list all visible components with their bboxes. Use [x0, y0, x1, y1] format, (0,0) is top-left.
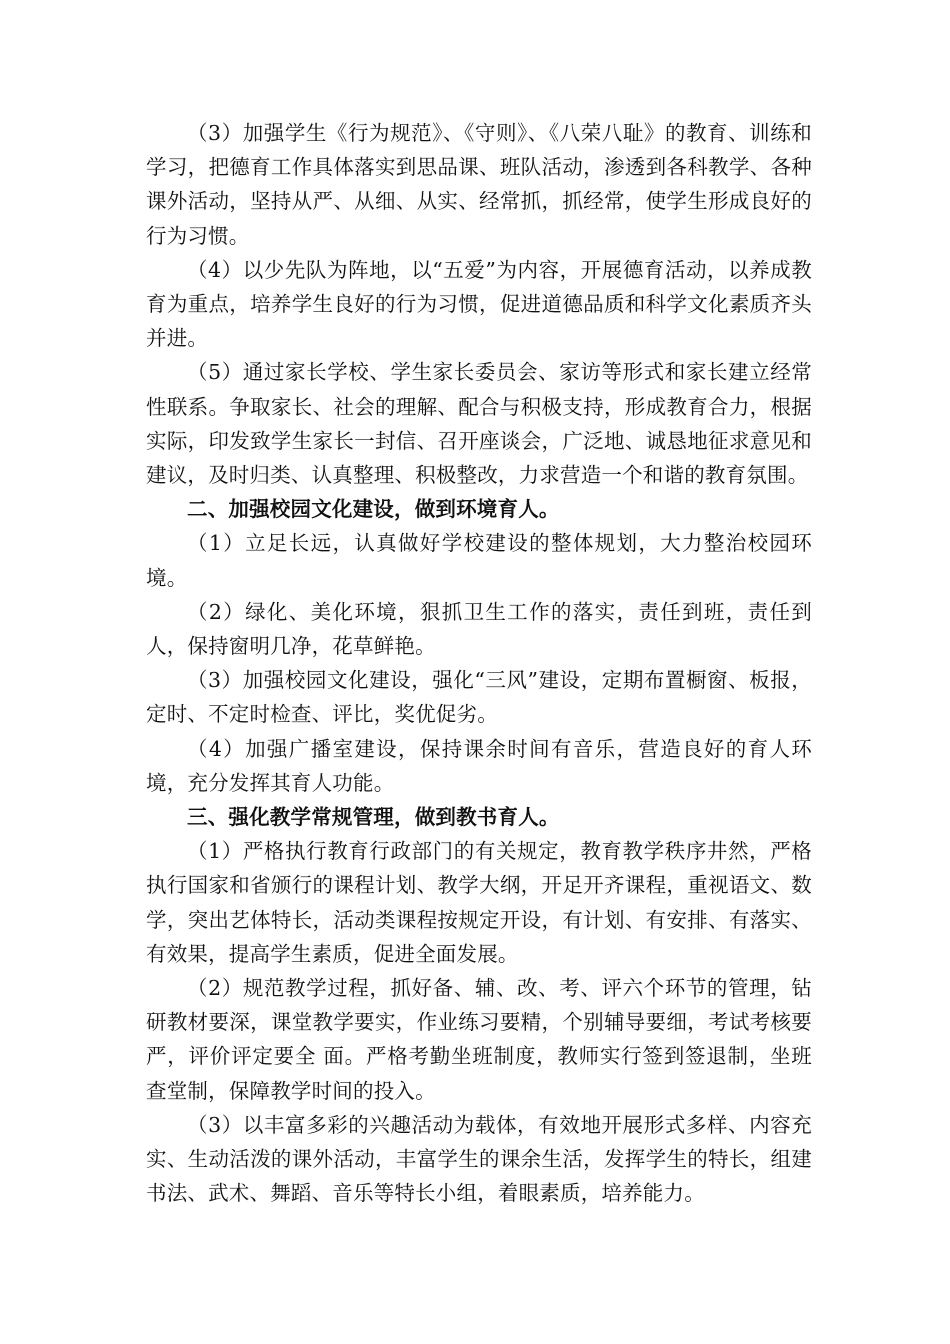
paragraph-teaching-1-regulations: （1）严格执行教育行政部门的有关规定，教育教学秩序井然，严格执行国家和省颁行的课程计划、教学大纲，开足开齐课程，重视语文、数学，突出艺体特长，活动类课程按规定开设，有计划、有安排、有落实、有效果，提高学生素质，促进全面发展。: [146, 839, 812, 966]
document-page: [146, 116, 812, 1211]
paragraph-campus-1-planning: （1）立足长远，认真做好学校建设的整体规划，大力整治校园环境。: [146, 531, 812, 590]
paragraph-item-5-parent-contact: （5）通过家长学校、学生家长委员会、家访等形式和家长建立经常性联系。争取家长、社会的理解、配合与积极支持，形成教育合力，根据实际，印发致学生家长一封信、召开座谈会，广泛地、诚恳地征求意见和建议，及时归类、认真整理、积极整改，力求营造一个和谐的教育氛围。: [146, 360, 812, 488]
paragraph-item-3-behavior-norms: （3）加强学生《行为规范》、《守则》、《八荣八耻》的教育、训练和学习，把德育工作具体落实到思品课、班队活动，渗透到各科教学、各种课外活动，坚持从严、从细、从实、经常抓，抓经常，使学生形成良好的行为习惯。: [146, 121, 812, 248]
paragraph-teaching-2-process: （2）规范教学过程，抓好备、辅、改、考、评六个环节的管理，钻研教材要深，课堂教学要实，作业练习要精，个别辅导要细，考试考核要严，评价评定要全 面。严格考勤坐班制度，教师实行签到签退制，坐班查堂制，保障教学时间的投入。: [146, 976, 812, 1103]
paragraph-teaching-3-activities: （3）以丰富多彩的兴趣活动为载体，有效地开展形式多样、内容充实、生动活泼的课外活动，丰富学生的课余生活，发挥学生的特长，组建书法、武术、舞蹈、音乐等特长小组，着眼素质，培养能力。: [146, 1112, 812, 1206]
paragraph-campus-2-greening: （2）绿化、美化环境，狠抓卫生工作的落实，责任到班，责任到人，保持窗明几净，花草鲜艳。: [146, 599, 812, 659]
paragraph-item-4-young-pioneers: （4）以少先队为阵地，以“五爱”为内容，开展德育活动，以养成教育为重点，培养学生良好的行为习惯，促进道德品质和科学文化素质齐头并进。: [146, 257, 812, 351]
section-heading-teaching-management: 三、强化教学常规管理，做到教书育人。: [187, 805, 560, 830]
section-heading-campus-culture: 二、加强校园文化建设，做到环境育人。: [187, 497, 560, 522]
paragraph-campus-4-broadcast: （4）加强广播室建设，保持课余时间有音乐，营造良好的育人环境，充分发挥其育人功能。: [146, 736, 812, 795]
paragraph-campus-3-culture: （3）加强校园文化建设，强化“三风”建设，定期布置橱窗、板报，定时、不定时检查、评比，奖优促劣。: [146, 668, 812, 727]
